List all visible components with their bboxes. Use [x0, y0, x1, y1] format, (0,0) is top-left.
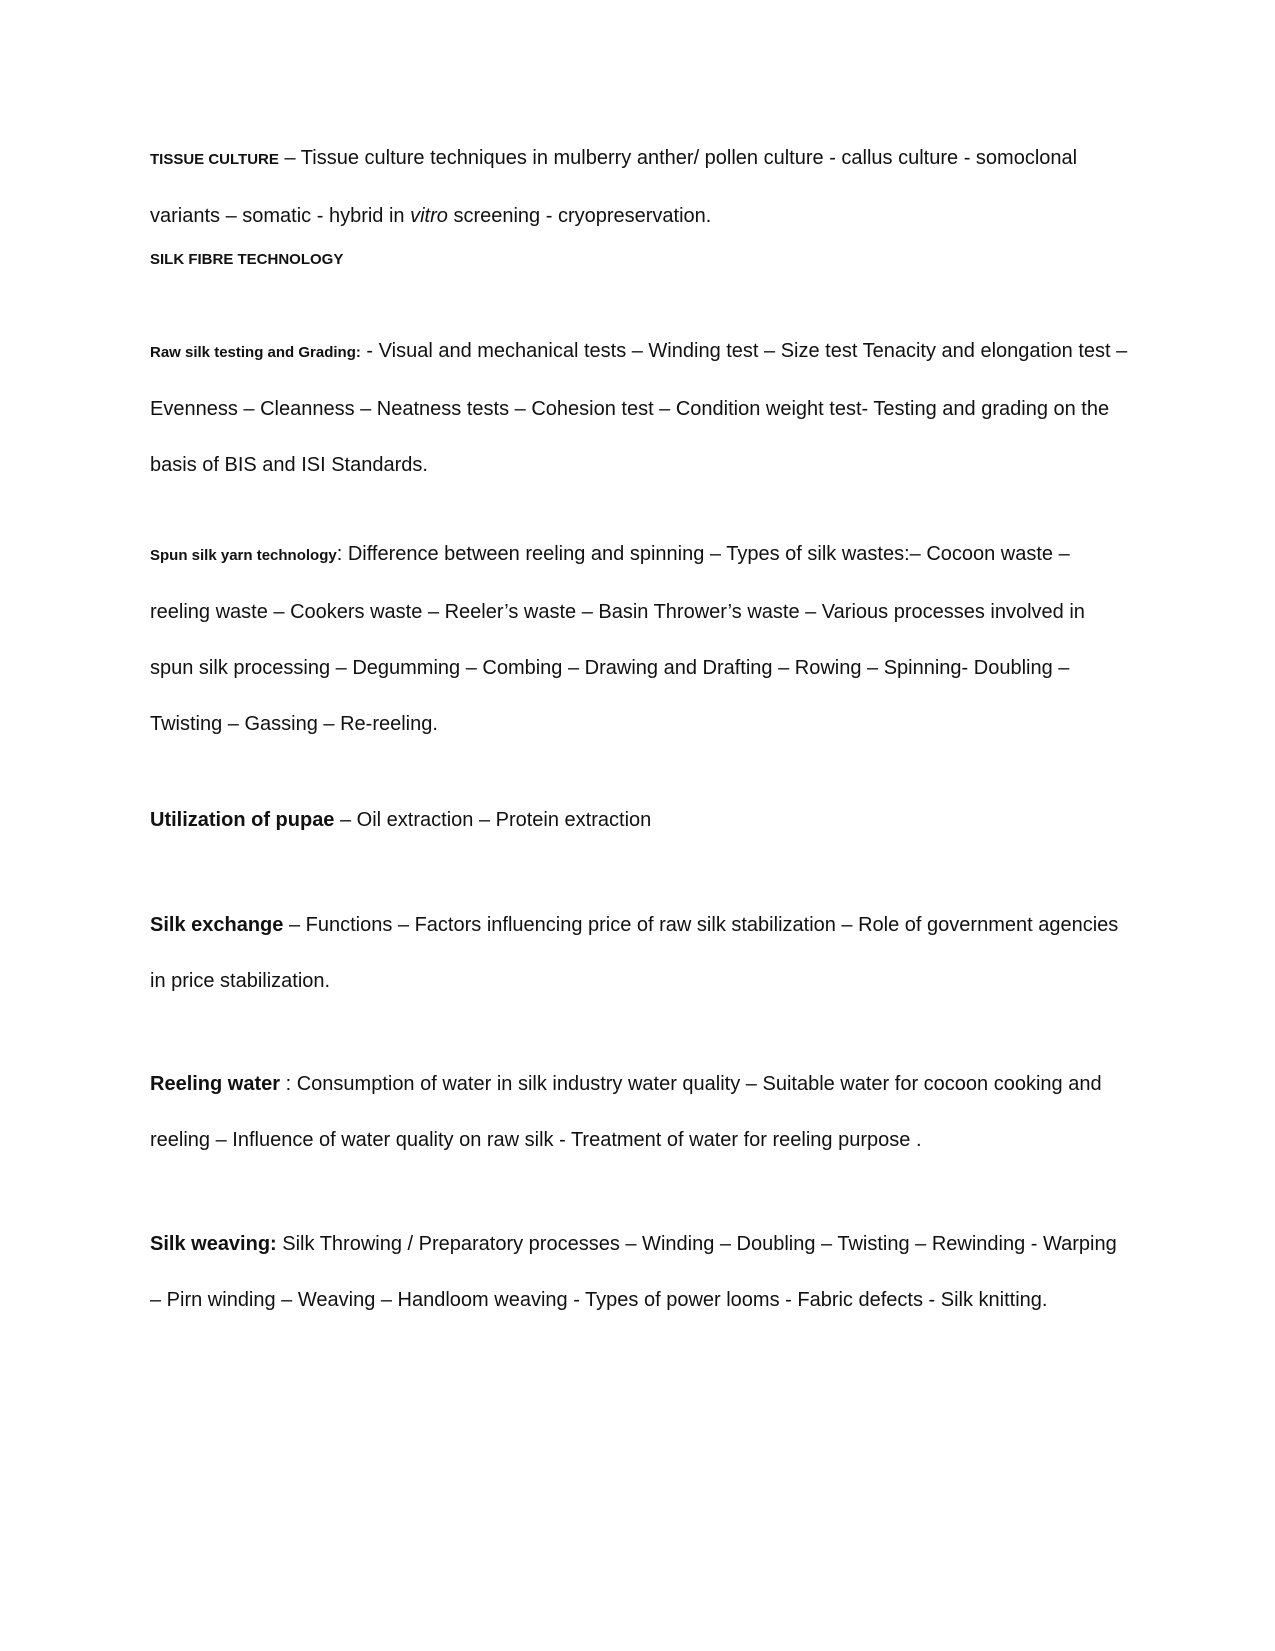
tissue-culture-text-before: Tissue culture techniques in mulberry anther/ pollen culture - callus culture - somoclonal variants – somatic - hybrid in — [150, 147, 1078, 227]
tissue-culture-paragraph — [150, 130, 1130, 244]
silk-exchange-paragraph — [150, 897, 1130, 1009]
raw-silk-label: Raw silk testing and Grading: — [150, 344, 361, 361]
silk-weaving-label: Silk weaving: — [150, 1233, 277, 1255]
silk-exchange-text: – Functions – Factors influencing price of raw silk stabilization – Role of government agencies in price stabilization. — [150, 914, 1119, 992]
reeling-water-paragraph — [150, 1056, 1130, 1168]
reeling-water-label: Reeling water — [150, 1073, 281, 1095]
tissue-culture-text-after: screening - cryopreservation. — [447, 205, 712, 227]
spun-silk-label: Spun silk yarn technology — [150, 547, 337, 564]
pupae-paragraph — [150, 792, 1130, 848]
document-page — [150, 0, 1130, 1651]
tissue-culture-separator: – — [278, 147, 301, 169]
silk-weaving-paragraph — [150, 1216, 1130, 1328]
spun-silk-paragraph — [150, 526, 1130, 752]
silk-exchange-label: Silk exchange — [150, 914, 284, 936]
silk-weaving-text: Silk Throwing / Preparatory processes – Winding – Doubling – Twisting – Rewinding - Warping – Pirn winding – Weaving – Handloom weaving - Types of power looms - Fabric defects - Silk knitting. — [150, 1233, 1117, 1311]
raw-silk-paragraph — [150, 323, 1130, 493]
tissue-culture-italic: vitro — [410, 205, 448, 227]
tissue-culture-label: TISSUE CULTURE — [150, 151, 279, 168]
reeling-water-text: : Consumption of water in silk industry water quality – Suitable water for cocoon cooking and reeling – Influence of water quality on raw silk - Treatment of water for reeling purpose . — [150, 1073, 1102, 1151]
silk-fibre-technology-heading: SILK FIBRE TECHNOLOGY — [150, 251, 344, 268]
raw-silk-text: - Visual and mechanical tests – Winding test – Size test Tenacity and elongation test – Evenness – Cleanness – Neatness tests – Cohesion test – Condition weight test- Testing and grading on the basis of BIS and ISI Standards. — [150, 340, 1128, 476]
spun-silk-text: : Difference between reeling and spinning – Types of silk wastes:– Cocoon waste – reeling waste – Cookers waste – Reeler’s waste – Basin Thrower’s waste – Various processes involved in spun silk processing – Degumming – Combing – Drawing and Drafting – Rowing – Spinning- Doubling – Twisting – Gassing – Re-reeling. — [150, 543, 1085, 735]
pupae-text: – Oil extraction – Protein extraction — [334, 809, 652, 831]
pupae-label: Utilization of pupae — [150, 809, 335, 831]
